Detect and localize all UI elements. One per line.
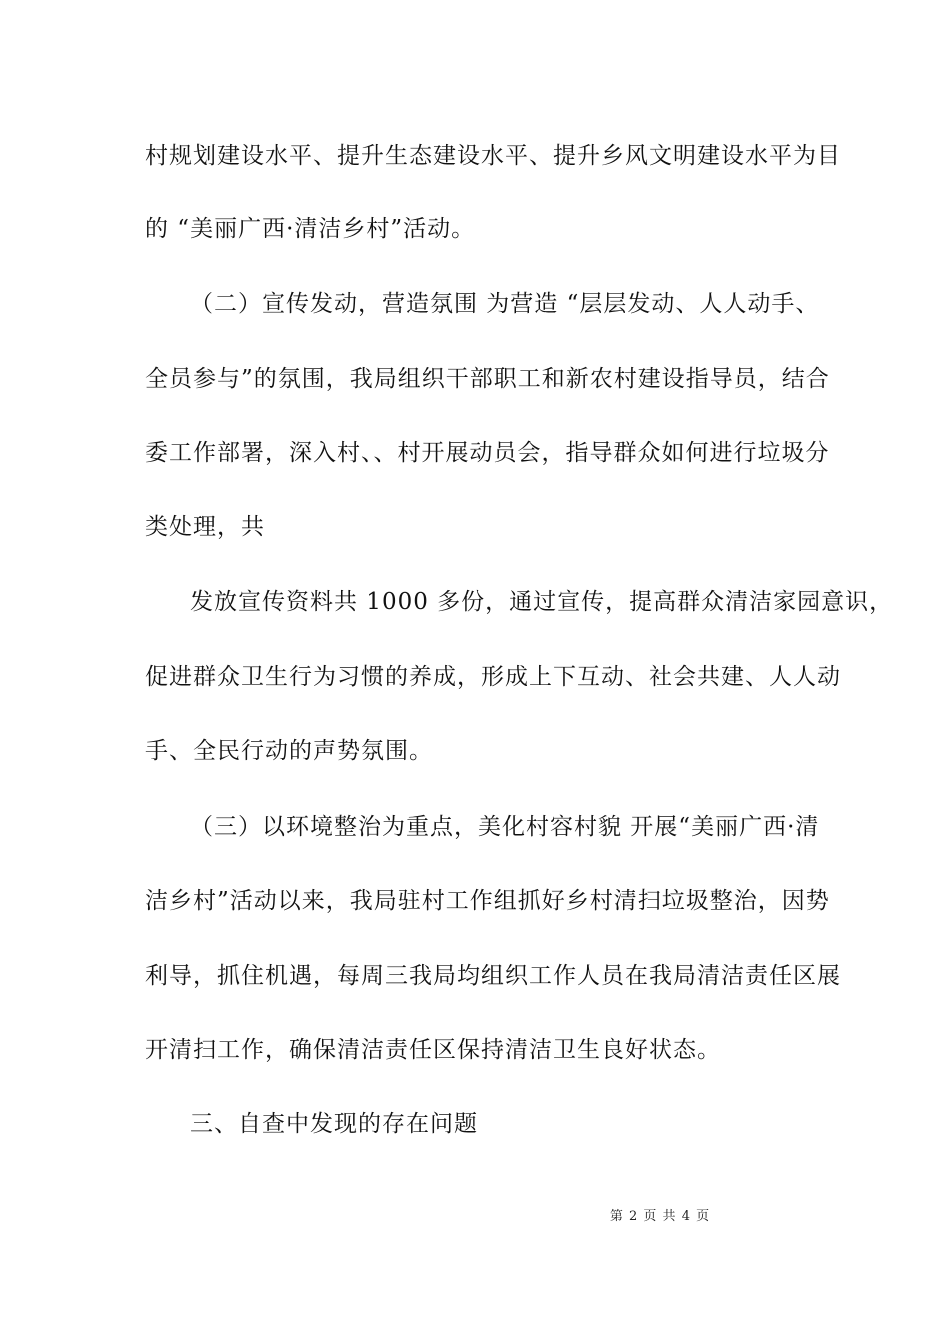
page-number-footer: 第 2 页 共 4 页 (609, 1209, 711, 1224)
text-line-4: 全员参与”的氛围，我局组织干部职工和新农村建设指导员，结合 (145, 366, 830, 392)
text-line-9: 手、全民行动的声势氛围。 (145, 738, 433, 764)
text-line-8: 促进群众卫生行为习惯的养成，形成上下互动、社会共建、人人动 (145, 664, 841, 690)
text-line-12: 利导，抓住机遇，每周三我局均组织工作人员在我局清洁责任区展 (145, 963, 841, 989)
text-line-10: （三）以环境整治为重点，美化村容村貌 开展“美丽广西·清 (190, 814, 820, 840)
text-line-2: 的 “美丽广西·清洁乡村”活动。 (145, 216, 476, 242)
text-line-1: 村规划建设水平、提升生态建设水平、提升乡风文明建设水平为目 (145, 143, 841, 169)
text-line-13: 开清扫工作，确保清洁责任区保持清洁卫生良好状态。 (145, 1037, 721, 1063)
text-line-11: 洁乡村”活动以来，我局驻村工作组抓好乡村清扫垃圾整治，因势 (145, 888, 830, 914)
text-line-5: 委工作部署，深入村、、村开展动员会，指导群众如何进行垃圾分 (145, 440, 830, 466)
text-line-3: （二）宣传发动，营造氛围 为营造 “层层发动、人人动手、 (190, 291, 820, 317)
text-line-7: 发放宣传资料共 1000 多份，通过宣传，提高群众清洁家园意识， (190, 589, 894, 615)
text-line-14: 三、自查中发现的存在问题 (190, 1111, 478, 1137)
text-line-6: 类处理，共 (145, 514, 265, 540)
